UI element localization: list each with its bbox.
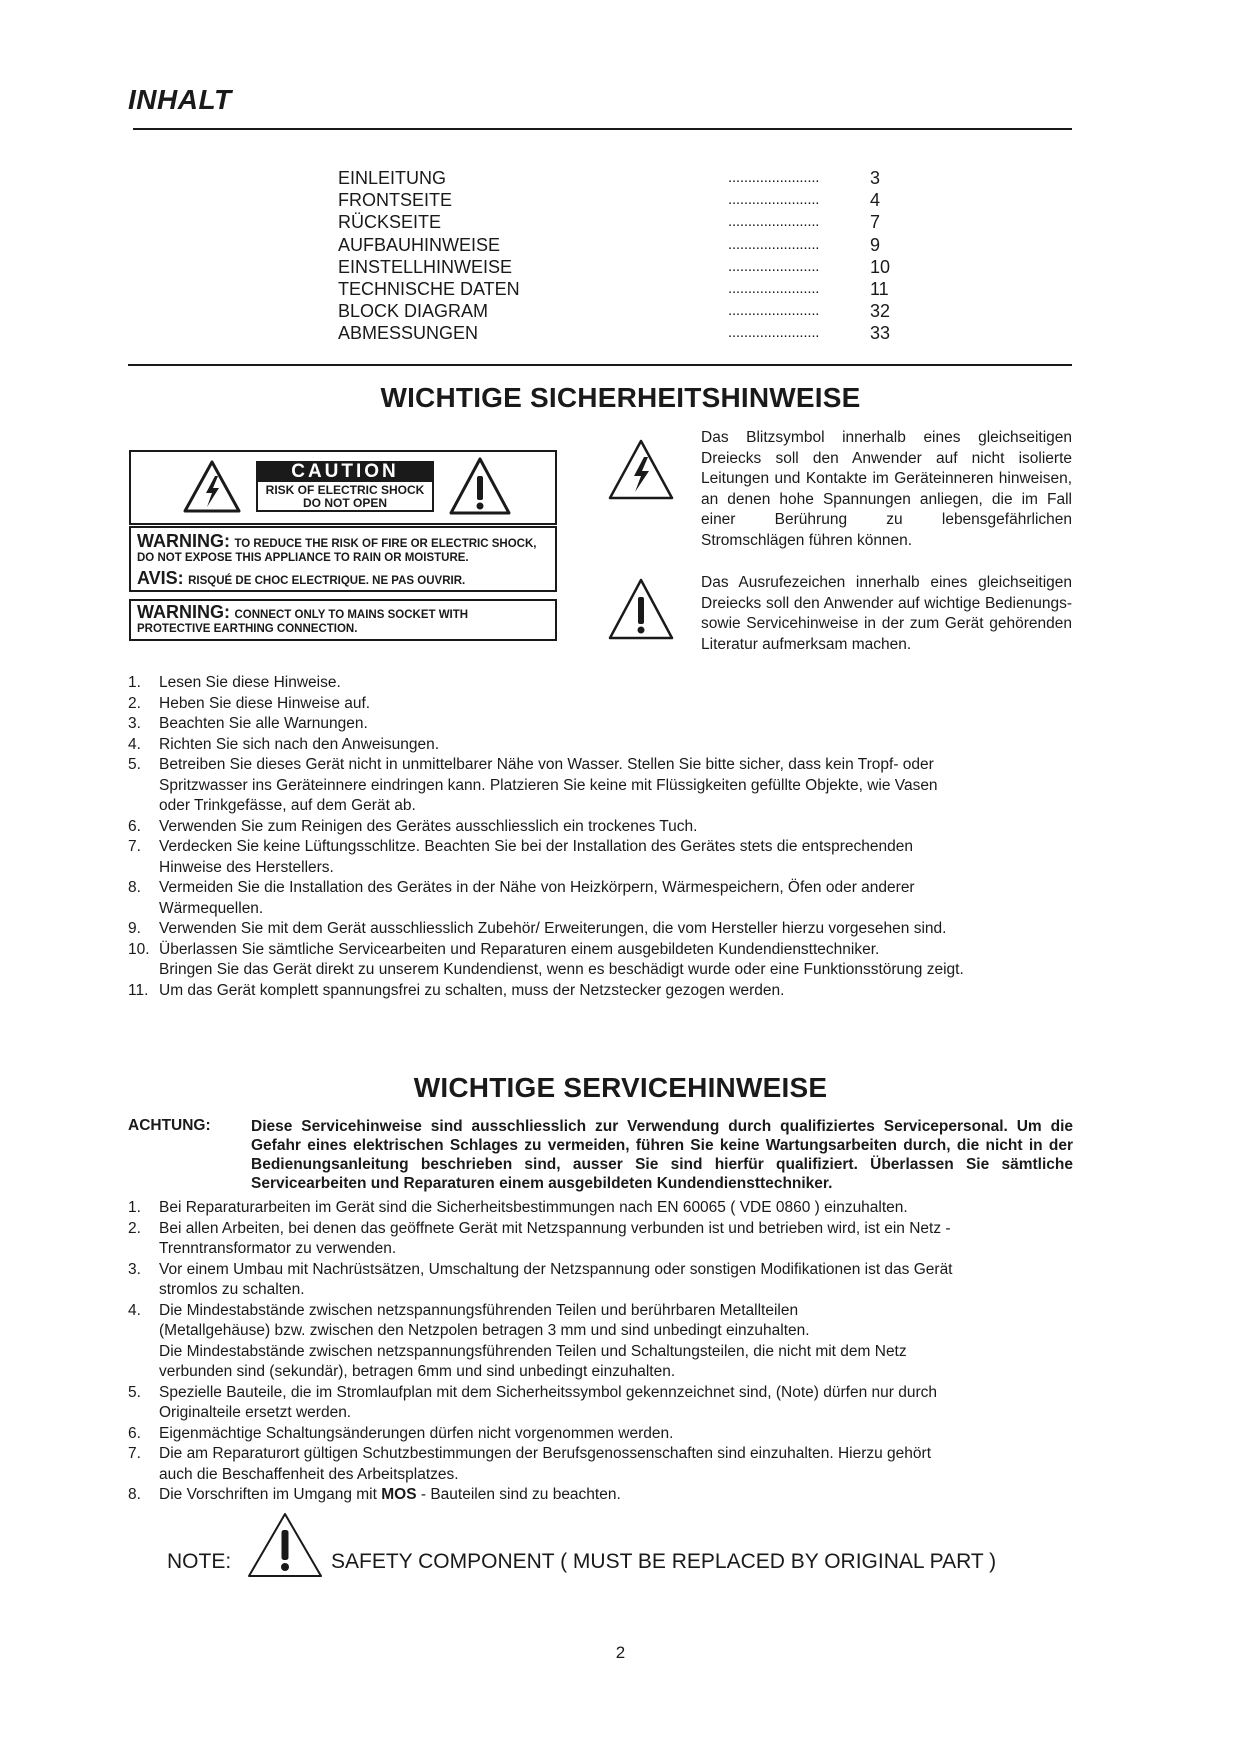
list-text: Heben Sie diese Hinweise auf. xyxy=(159,694,371,712)
list-item xyxy=(128,1301,1088,1383)
list-item xyxy=(128,1260,1088,1301)
list-number: 3. xyxy=(128,715,141,732)
list-number: 3. xyxy=(128,1260,141,1278)
list-text: Um das Gerät komplett spannungsfrei zu schalten, muss der Netzstecker gezogen werden. xyxy=(159,981,785,999)
toc-item xyxy=(338,211,908,233)
list-item xyxy=(128,1444,1088,1485)
caution-sub-line: RISK OF ELECTRIC SHOCK xyxy=(265,483,425,497)
list-text: Spezielle Bauteile, die im Stromlaufplan mit dem Sicherheitssymbol gekennzeichnet sind, (Note) dürfen nur durch Originalteile ersetzt werden. xyxy=(159,1383,937,1421)
toc-leader: ....................... xyxy=(728,213,820,231)
list-number: 8. xyxy=(128,1486,141,1503)
list-number: 5. xyxy=(128,756,141,773)
avis-heading: AVIS: xyxy=(137,568,184,588)
list-text: Die am Reparaturort gültigen Schutzbestimmungen der Berufsgenossenschaften sind einzuhalten. Hierzu gehört auch die Beschaffenheit des Arbeitsplatzes. xyxy=(159,1445,931,1483)
list-text: Verwenden Sie zum Reinigen des Gerätes ausschliesslich ein trockenes Tuch. xyxy=(159,817,698,835)
list-text: Vor einem Umbau mit Nachrüstsätzen, Umschaltung der Netzspannung oder sonstigen Modifikationen ist das Gerät stromlos zu schalten. xyxy=(159,1260,953,1298)
list-number: 4. xyxy=(128,735,141,753)
page-title: INHALT xyxy=(128,84,232,115)
warning-text: PROTECTIVE EARTHING CONNECTION. xyxy=(137,623,358,635)
warning-text: TO REDUCE THE RISK OF FIRE OR ELECTRIC SHOCK, xyxy=(234,538,537,550)
list-number: 1. xyxy=(128,674,141,691)
exclamation-description: Das Ausrufezeichen innerhalb eines gleichseitigen Dreiecks soll den Anwender auf wichtige Bedienungs- sowie Servicehinweise in der zum Gerät gehörenden Literatur aufmerksam machen. xyxy=(701,574,1072,653)
list-item xyxy=(128,673,1088,694)
toc-page: 7 xyxy=(870,212,881,233)
toc-title: FRONTSEITE xyxy=(338,190,453,211)
toc-leader: ....................... xyxy=(728,324,820,342)
toc-page: 32 xyxy=(870,301,891,322)
toc-item xyxy=(338,167,908,189)
note-label: NOTE: xyxy=(167,1550,232,1573)
avis-line xyxy=(137,568,465,589)
list-text: Verdecken Sie keine Lüftungsschlitze. Beachten Sie bei der Installation des Gerätes stets die entsprechenden Hinweise des Herstellers. xyxy=(159,838,913,876)
list-item xyxy=(128,1424,1088,1445)
list-text: Verwenden Sie mit dem Gerät ausschliesslich Zubehör/ Erweiterungen, die vom Hersteller hierzu vorgesehen sind. xyxy=(159,920,947,937)
list-item xyxy=(128,919,1088,940)
toc-page: 3 xyxy=(870,168,881,188)
list-number: 2. xyxy=(128,1219,141,1237)
list-item xyxy=(128,735,1088,756)
toc-leader: ....................... xyxy=(728,169,820,186)
lightning-triangle-icon xyxy=(607,438,675,501)
caution-sub-line: DO NOT OPEN xyxy=(302,496,387,510)
list-item xyxy=(128,878,1088,919)
list-text: Richten Sie sich nach den Anweisungen. xyxy=(159,735,440,753)
note-text: SAFETY COMPONENT ( MUST BE REPLACED BY ORIGINAL PART ) xyxy=(331,1550,997,1573)
list-item xyxy=(128,940,1088,981)
lightning-description: Das Blitzsymbol innerhalb eines gleichseitigen Dreiecks soll den Anwender auf nicht isolierte Leitungen und Kontakte im Geräteinneren hinweisen, an denen hohe Spannungen anliegen, die im Fall einer Berührung zu lebensgefährlichen Stromschlägen führen können. xyxy=(701,429,1072,549)
list-item xyxy=(128,817,1088,838)
warning-text: CONNECT ONLY TO MAINS SOCKET WITH xyxy=(234,609,469,621)
toc-title: BLOCK DIAGRAM xyxy=(338,301,489,322)
list-text: Bei Reparaturarbeiten im Gerät sind die Sicherheitsbestimmungen nach EN 60065 ( VDE 0860 ) einzuhalten. xyxy=(159,1199,908,1216)
safety-instructions-list xyxy=(128,673,1088,1001)
toc-rule xyxy=(128,364,1072,366)
toc-title: TECHNISCHE DATEN xyxy=(338,278,520,299)
toc-leader: ....................... xyxy=(728,235,820,253)
toc-item xyxy=(338,234,908,256)
exclamation-triangle-icon xyxy=(448,456,512,516)
warning-text: DO NOT EXPOSE THIS APPLIANCE TO RAIN OR MOISTURE. xyxy=(137,552,469,564)
list-number: 7. xyxy=(128,838,141,855)
list-text: Überlassen Sie sämtliche Servicearbeiten und Reparaturen einem ausgebildeten Kundendiensttechniker. Bringen Sie das Gerät direkt zu unserem Kundendienst, wenn es beschädigt wurde oder eine Funktionsstörung zeigt. xyxy=(159,940,964,978)
toc-title: AUFBAUHINWEISE xyxy=(338,234,501,255)
list-number: 6. xyxy=(128,817,141,835)
list-item xyxy=(128,1485,1088,1506)
service-title: WICHTIGE SERVICEHINWEISE xyxy=(413,1072,828,1103)
page-number: 2 xyxy=(615,1643,626,1662)
toc-title: EINSTELLHINWEISE xyxy=(338,256,513,277)
list-number: 7. xyxy=(128,1445,141,1462)
toc-title: RÜCKSEITE xyxy=(338,212,442,233)
list-number: 1. xyxy=(128,1199,141,1216)
warning-heading: WARNING: xyxy=(137,602,230,622)
list-item xyxy=(128,837,1088,878)
toc-item xyxy=(338,322,908,344)
list-item xyxy=(128,981,1088,1002)
list-text: Beachten Sie alle Warnungen. xyxy=(159,715,368,732)
list-number: 8. xyxy=(128,879,141,896)
list-number: 6. xyxy=(128,1424,141,1442)
table-of-contents xyxy=(338,167,908,345)
service-instructions-list xyxy=(128,1198,1088,1506)
list-text: Lesen Sie diese Hinweise. xyxy=(159,674,341,691)
list-text: Eigenmächtige Schaltungsänderungen dürfen nicht vorgenommen werden. xyxy=(159,1424,674,1442)
header-rule xyxy=(133,128,1072,130)
caution-banner: CAUTION xyxy=(256,461,434,482)
list-item xyxy=(128,1383,1088,1424)
toc-leader: ....................... xyxy=(728,257,820,275)
toc-item xyxy=(338,189,908,211)
achtung-text: Diese Servicehinweise sind ausschliesslich zur Verwendung durch qualifiziertes Servicepersonal. Um die Gefahr eines elektrischen Schlages zu vermeiden, führen Sie keine Wartungsarbeiten durch, die nicht in der Bedienungsanleitung beschrieben sind, ausser Sie sind hierfür qualifiziert. Überlassen Sie sämtliche Servicearbeiten und Reparaturen einem ausgebildeten Kundendiensttechniker. xyxy=(251,1118,1073,1192)
toc-page: 9 xyxy=(870,234,881,255)
toc-item xyxy=(338,278,908,300)
list-item xyxy=(128,694,1088,715)
list-item xyxy=(128,1198,1088,1219)
toc-title: ABMESSUNGEN xyxy=(338,323,479,344)
toc-item xyxy=(338,300,908,322)
list-text-part: - Bauteilen sind zu beachten. xyxy=(416,1486,621,1503)
list-number: 2. xyxy=(128,694,141,712)
toc-leader: ....................... xyxy=(728,191,820,209)
mos-term: MOS xyxy=(381,1486,417,1503)
list-number: 11. xyxy=(128,981,149,999)
warning-line xyxy=(137,602,468,623)
list-text: Bei allen Arbeiten, bei denen das geöffnete Gerät mit Netzspannung verbunden ist und betrieben wird, ist ein Netz - Trenntransformator zu verwenden. xyxy=(159,1219,951,1257)
list-text: Betreiben Sie dieses Gerät nicht in unmittelbarer Nähe von Wasser. Stellen Sie bitte sicher, dass kein Tropf- oder Spritzwasser ins Geräteinnere eindringen kann. Platzieren Sie keine mit Flüssigkeiten gefüllte Objekte, wie Vasen oder Trinkgefässe, auf dem Gerät ab. xyxy=(159,756,938,814)
list-item xyxy=(128,755,1088,817)
toc-page: 4 xyxy=(870,190,881,211)
list-number: 9. xyxy=(128,920,141,937)
toc-page: 33 xyxy=(870,323,891,344)
lightning-triangle-icon xyxy=(182,459,242,514)
warning-line xyxy=(137,531,536,552)
toc-leader: ....................... xyxy=(728,279,820,297)
caution-subtext xyxy=(256,482,434,512)
warning-heading: WARNING: xyxy=(137,531,230,551)
exclamation-triangle-icon xyxy=(246,1511,324,1579)
toc-leader: ....................... xyxy=(728,302,820,320)
list-text-part: Die Vorschriften im Umgang mit xyxy=(159,1486,382,1503)
list-text: Vermeiden Sie die Installation des Gerätes in der Nähe von Heizkörpern, Wärmespeichern, Öfen oder anderer Wärmequellen. xyxy=(159,879,915,917)
toc-page: 10 xyxy=(870,256,891,277)
toc-page: 11 xyxy=(870,278,889,299)
list-text xyxy=(159,1485,1088,1506)
list-number: 4. xyxy=(128,1301,141,1319)
list-item xyxy=(128,714,1088,735)
toc-item xyxy=(338,256,908,278)
toc-title: EINLEITUNG xyxy=(338,168,447,188)
safety-title: WICHTIGE SICHERHEITSHINWEISE xyxy=(380,382,861,413)
avis-text: RISQUÉ DE CHOC ELECTRIQUE. NE PAS OUVRIR. xyxy=(188,575,466,587)
list-number: 5. xyxy=(128,1383,141,1401)
list-item xyxy=(128,1219,1088,1260)
list-text: Die Mindestabstände zwischen netzspannungsführenden Teilen und berührbaren Metallteilen (Metallgehäuse) bzw. zwischen den Netzpolen betragen 3 mm und sind unbedingt einzuhalten. Die Mindestabstände zwischen netzspannungsführenden Teilen und Schaltungsteilen, die nicht mit dem Netz verbunden sind (sekundär), betragen 6mm und sind unbedingt einzuhalten. xyxy=(159,1301,907,1380)
exclamation-triangle-icon xyxy=(607,577,675,641)
achtung-label: ACHTUNG: xyxy=(128,1117,211,1134)
list-number: 10. xyxy=(128,940,150,958)
